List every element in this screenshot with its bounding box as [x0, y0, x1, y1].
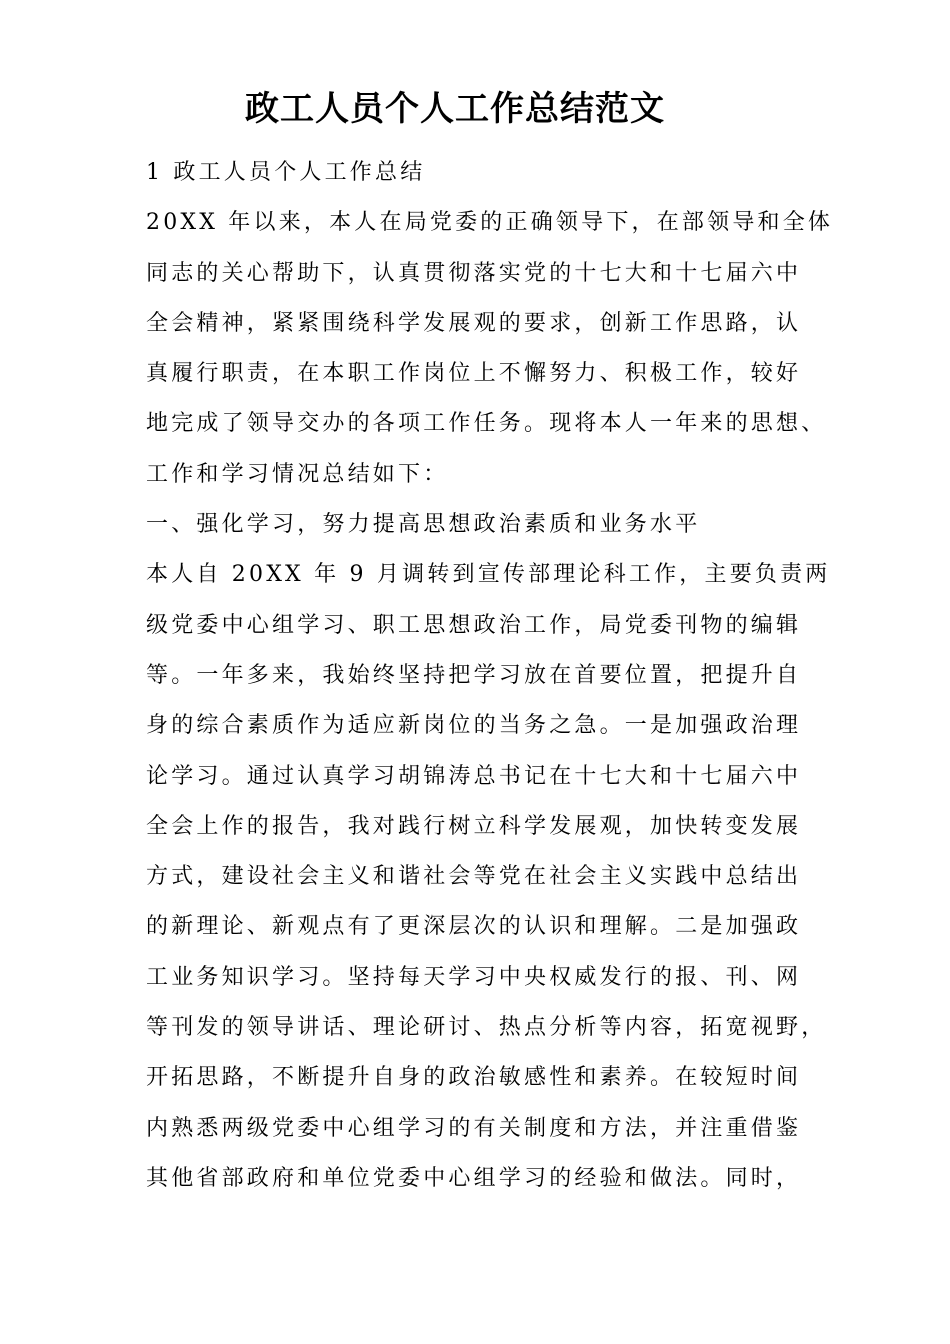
document-title: 政工人员个人工作总结范文	[245, 89, 665, 129]
paragraph-line: 开拓思路，不断提升自身的政治敏感性和素养。在较短时间	[146, 1065, 802, 1091]
paragraph-line: 地完成了领导交办的各项工作任务。现将本人一年来的思想、	[146, 411, 827, 437]
paragraph-line: 全会精神，紧紧围绕科学发展观的要求，创新工作思路，认	[146, 310, 802, 336]
paragraph-line: 真履行职责，在本职工作岗位上不懈努力、积极工作，较好	[146, 361, 802, 387]
paragraph-line: 其他省部政府和单位党委中心组学习的经验和做法。同时，	[146, 1165, 802, 1191]
paragraph-line: 身的综合素质作为适应新岗位的当务之急。一是加强政治理	[146, 713, 802, 739]
section-heading: 一、强化学习，努力提高思想政治素质和业务水平	[146, 512, 701, 538]
paragraph-line: 全会上作的报告，我对践行树立科学发展观，加快转变发展	[146, 813, 802, 839]
paragraph-line: 方式，建设社会主义和谐社会等党在社会主义实践中总结出	[146, 864, 802, 890]
paragraph-line: 内熟悉两级党委中心组学习的有关制度和方法，并注重借鉴	[146, 1115, 802, 1141]
paragraph-line: 本人自 20XX 年 9 月调转到宣传部理论科工作，主要负责两	[146, 562, 831, 588]
paragraph-line: 工业务知识学习。坚持每天学习中央权威发行的报、刊、网	[146, 964, 802, 990]
paragraph-line: 20XX 年以来，本人在局党委的正确领导下，在部领导和全体	[146, 210, 834, 236]
paragraph-line: 1 政工人员个人工作总结	[146, 160, 426, 185]
document-body	[146, 148, 836, 1204]
paragraph-line: 同志的关心帮助下，认真贯彻落实党的十七大和十七届六中	[146, 260, 802, 286]
paragraph-line: 的新理论、新观点有了更深层次的认识和理解。二是加强政	[146, 914, 802, 940]
paragraph-line: 论学习。通过认真学习胡锦涛总书记在十七大和十七届六中	[146, 763, 802, 789]
paragraph-line: 等刊发的领导讲话、理论研讨、热点分析等内容，拓宽视野，	[146, 1015, 827, 1041]
paragraph-line: 级党委中心组学习、职工思想政治工作，局党委刊物的编辑	[146, 612, 802, 638]
paragraph-line: 等。一年多来，我始终坚持把学习放在首要位置，把提升自	[146, 662, 802, 688]
paragraph-line: 工作和学习情况总结如下：	[146, 461, 449, 487]
